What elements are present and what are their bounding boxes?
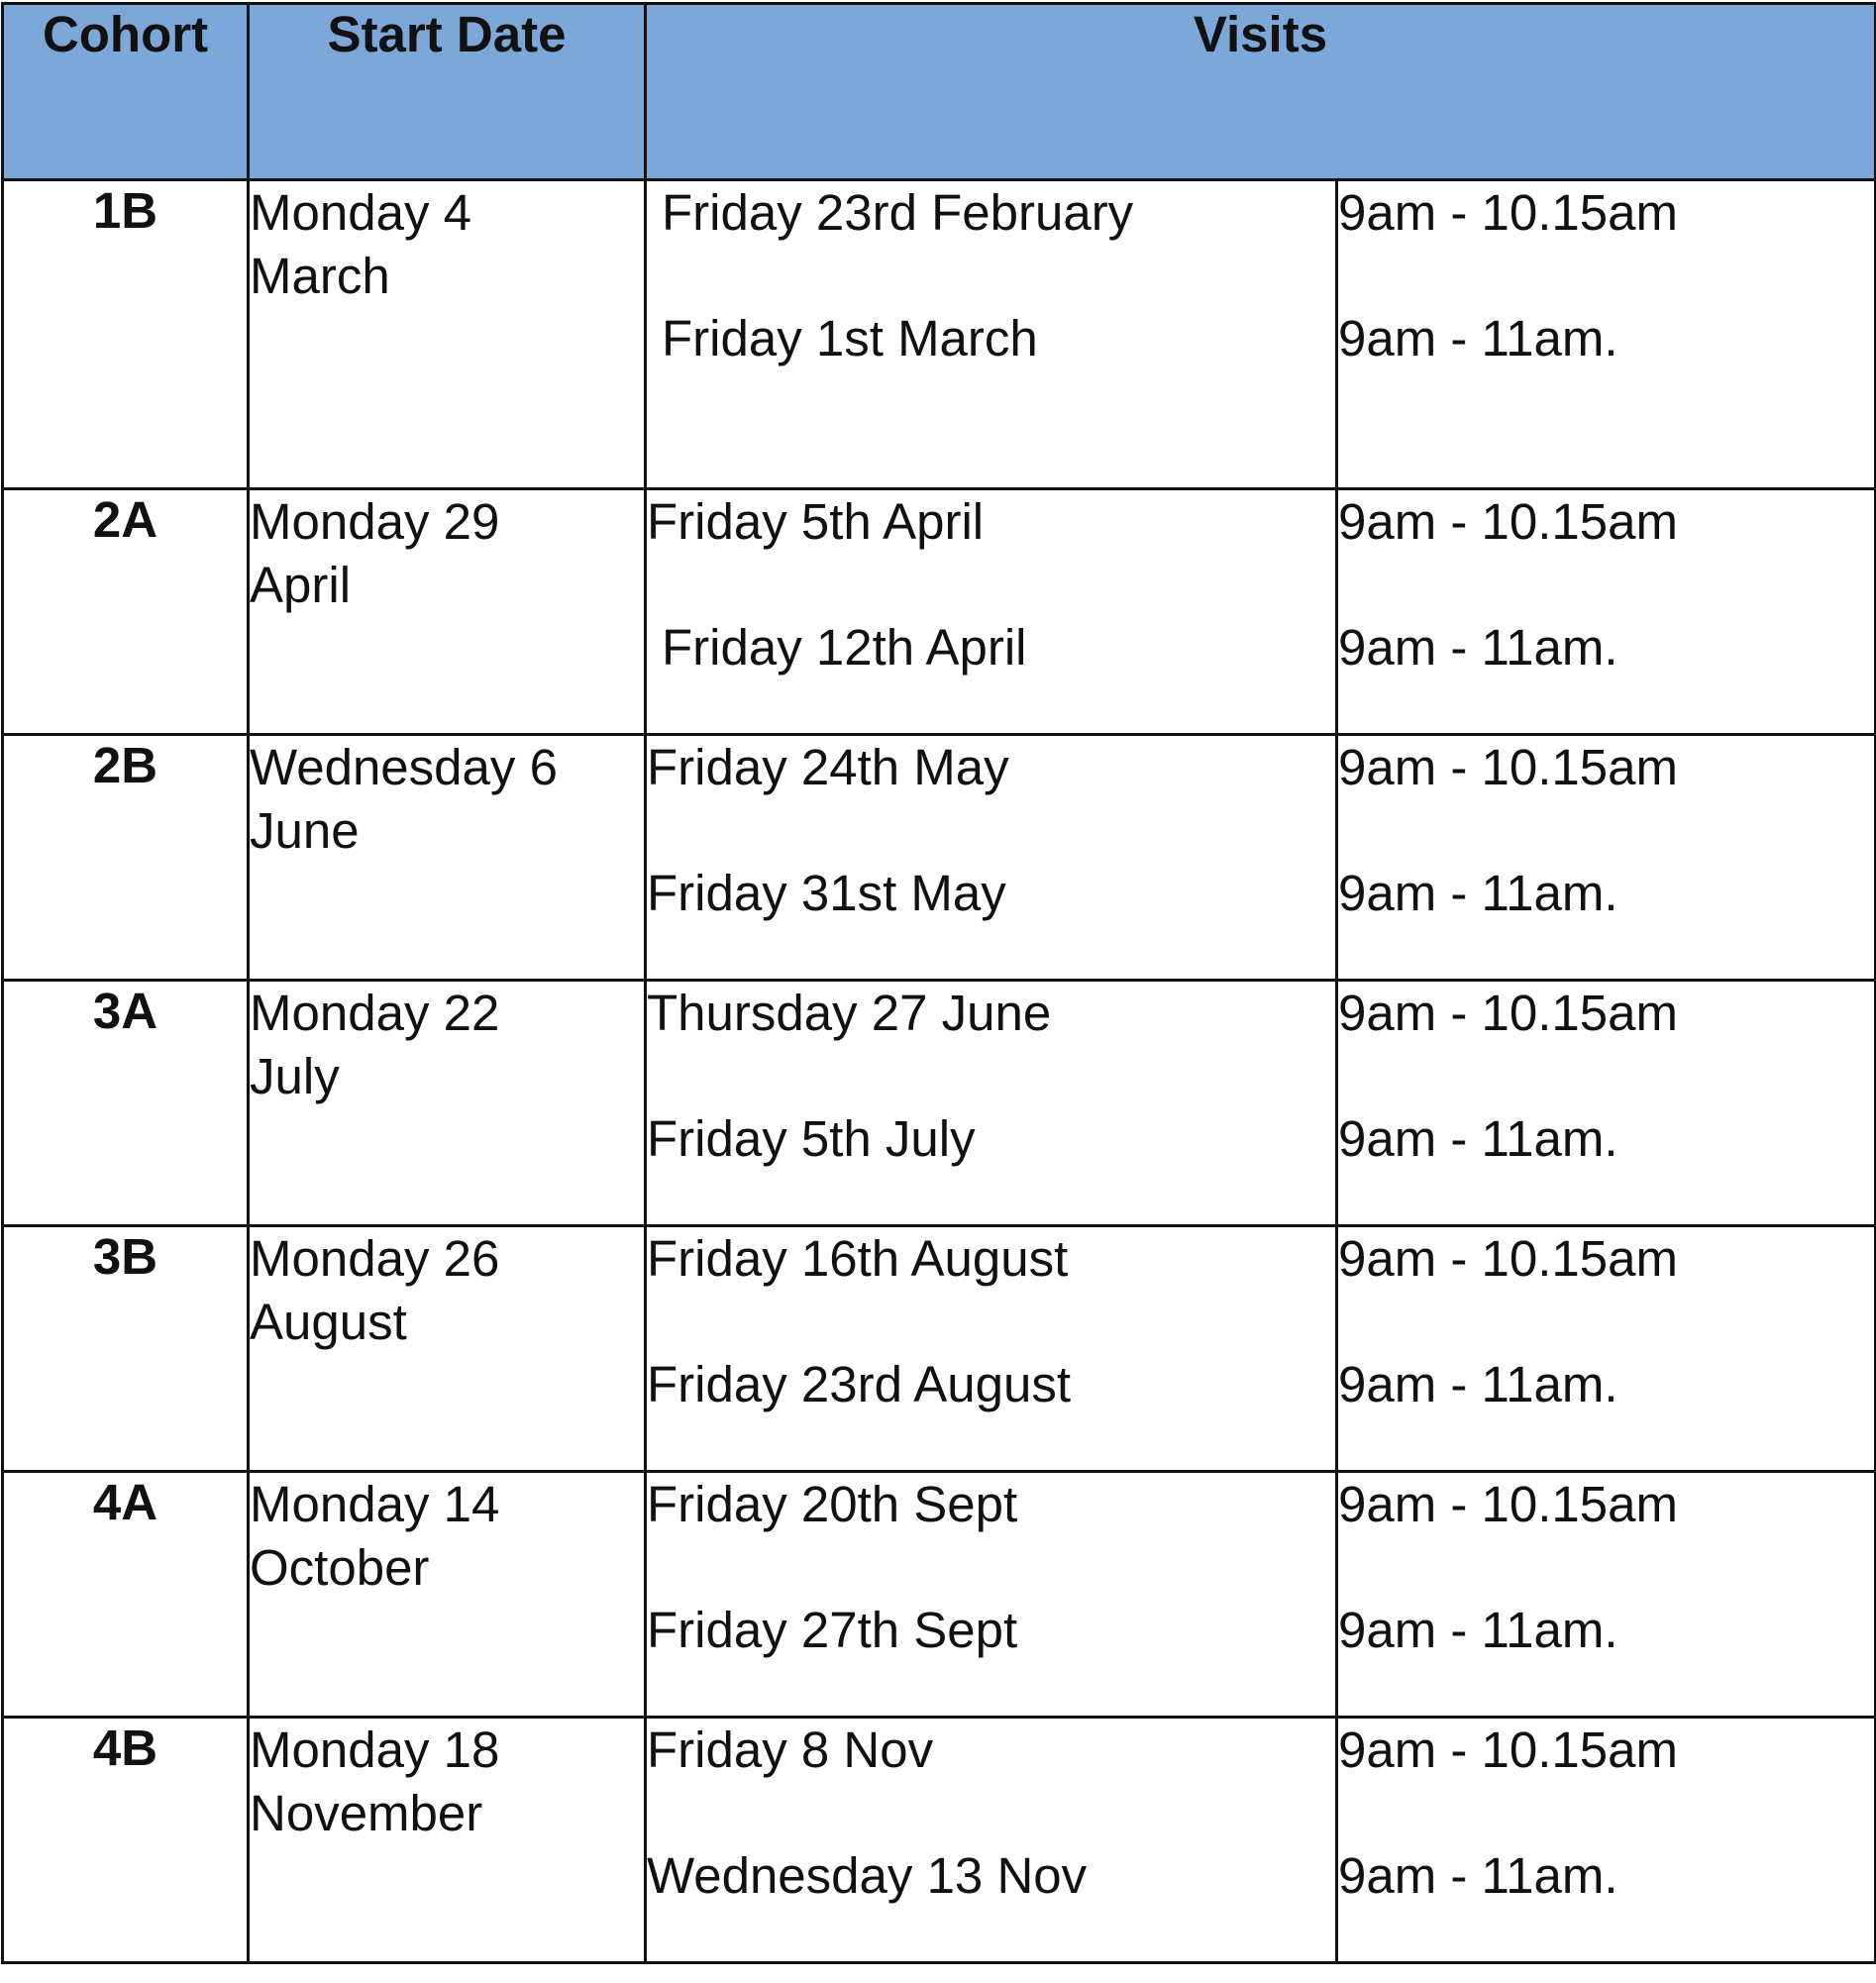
start-date-line: March: [250, 248, 390, 304]
start-date-line: June: [250, 802, 360, 859]
visit-times-cell: [1337, 735, 1876, 981]
start-date-cell: [249, 180, 646, 489]
visit-time: 9am - 10.15am: [1338, 184, 1679, 241]
start-date-line: August: [250, 1294, 407, 1350]
visit-date: Friday 5th April: [647, 493, 985, 550]
visit-time: 9am - 11am.: [1338, 1110, 1618, 1167]
visit-time: 9am - 11am.: [1338, 619, 1618, 676]
visit-time: 9am - 11am.: [1338, 310, 1618, 366]
visit-time: 9am - 10.15am: [1338, 1476, 1679, 1532]
start-date-line: July: [250, 1048, 340, 1104]
table-header: [3, 4, 1876, 180]
table-row: [3, 489, 1876, 735]
visit-time: 9am - 11am.: [1338, 1602, 1618, 1658]
start-date-cell: [249, 981, 646, 1226]
visit-dates-cell: [646, 1226, 1337, 1472]
table-row: [3, 1472, 1876, 1718]
start-date-line: Monday 14: [250, 1476, 500, 1532]
visit-date: Friday 5th July: [647, 1110, 976, 1167]
visit-dates-cell: [646, 735, 1337, 981]
visit-date: Thursday 27 June: [647, 985, 1052, 1041]
start-date-line: November: [250, 1785, 483, 1841]
visit-dates-cell: [646, 981, 1337, 1226]
visit-time: 9am - 11am.: [1338, 865, 1618, 921]
start-date-cell: [249, 489, 646, 735]
table-row: [3, 735, 1876, 981]
cohort-cell: 1B: [3, 180, 249, 489]
start-date-line: Monday 22: [250, 985, 500, 1041]
header-visits: Visits: [646, 4, 1876, 180]
table-body: [3, 180, 1876, 1963]
start-date-cell: [249, 1718, 646, 1963]
visit-date: Friday 12th April: [662, 619, 1027, 676]
visit-time: 9am - 11am.: [1338, 1356, 1618, 1412]
table-row: [3, 981, 1876, 1226]
visit-date: Friday 23rd February: [662, 184, 1134, 241]
start-date-line: Monday 26: [250, 1230, 500, 1287]
visit-dates-cell: [646, 489, 1337, 735]
visit-times-cell: [1337, 180, 1876, 489]
start-date-line: October: [250, 1539, 430, 1596]
visit-times-cell: [1337, 1718, 1876, 1963]
start-date-cell: [249, 1472, 646, 1718]
visit-time: 9am - 10.15am: [1338, 1722, 1679, 1778]
cohort-cell: 2B: [3, 735, 249, 981]
visit-date: Friday 23rd August: [647, 1356, 1072, 1412]
visit-times-cell: [1337, 489, 1876, 735]
cohort-cell: 3A: [3, 981, 249, 1226]
start-date-line: Wednesday 6: [250, 739, 558, 795]
visit-times-cell: [1337, 1226, 1876, 1472]
cohort-cell: 4A: [3, 1472, 249, 1718]
header-cohort: Cohort: [3, 4, 249, 180]
table-row: [3, 1226, 1876, 1472]
visit-times-cell: [1337, 1472, 1876, 1718]
table-row: [3, 1718, 1876, 1963]
cohort-cell: 3B: [3, 1226, 249, 1472]
visit-date: Friday 8 Nov: [647, 1722, 934, 1778]
visit-time: 9am - 10.15am: [1338, 493, 1679, 550]
table-row: [3, 180, 1876, 489]
start-date-line: April: [250, 557, 352, 613]
visit-dates-cell: [646, 1472, 1337, 1718]
visit-date: Friday 1st March: [662, 310, 1038, 366]
visit-date: Friday 24th May: [647, 739, 1009, 795]
start-date-line: Monday 18: [250, 1722, 500, 1778]
visit-date: Friday 16th August: [647, 1230, 1069, 1287]
start-date-line: Monday 4: [250, 184, 471, 241]
cohort-schedule-table: [1, 2, 1876, 1964]
visit-dates-cell: [646, 180, 1337, 489]
visit-times-cell: [1337, 981, 1876, 1226]
cohort-cell: 2A: [3, 489, 249, 735]
visit-time: 9am - 10.15am: [1338, 1230, 1679, 1287]
visit-date: Friday 20th Sept: [647, 1476, 1018, 1532]
visit-time: 9am - 10.15am: [1338, 739, 1679, 795]
start-date-cell: [249, 735, 646, 981]
header-start-date: Start Date: [249, 4, 646, 180]
visit-time: 9am - 10.15am: [1338, 985, 1679, 1041]
header-row: [3, 4, 1876, 180]
visit-time: 9am - 11am.: [1338, 1847, 1618, 1904]
visit-dates-cell: [646, 1718, 1337, 1963]
visit-date: Friday 27th Sept: [647, 1602, 1018, 1658]
start-date-cell: [249, 1226, 646, 1472]
cohort-cell: 4B: [3, 1718, 249, 1963]
visit-date: Wednesday 13 Nov: [647, 1847, 1088, 1904]
start-date-line: Monday 29: [250, 493, 500, 550]
visit-date: Friday 31st May: [647, 865, 1006, 921]
